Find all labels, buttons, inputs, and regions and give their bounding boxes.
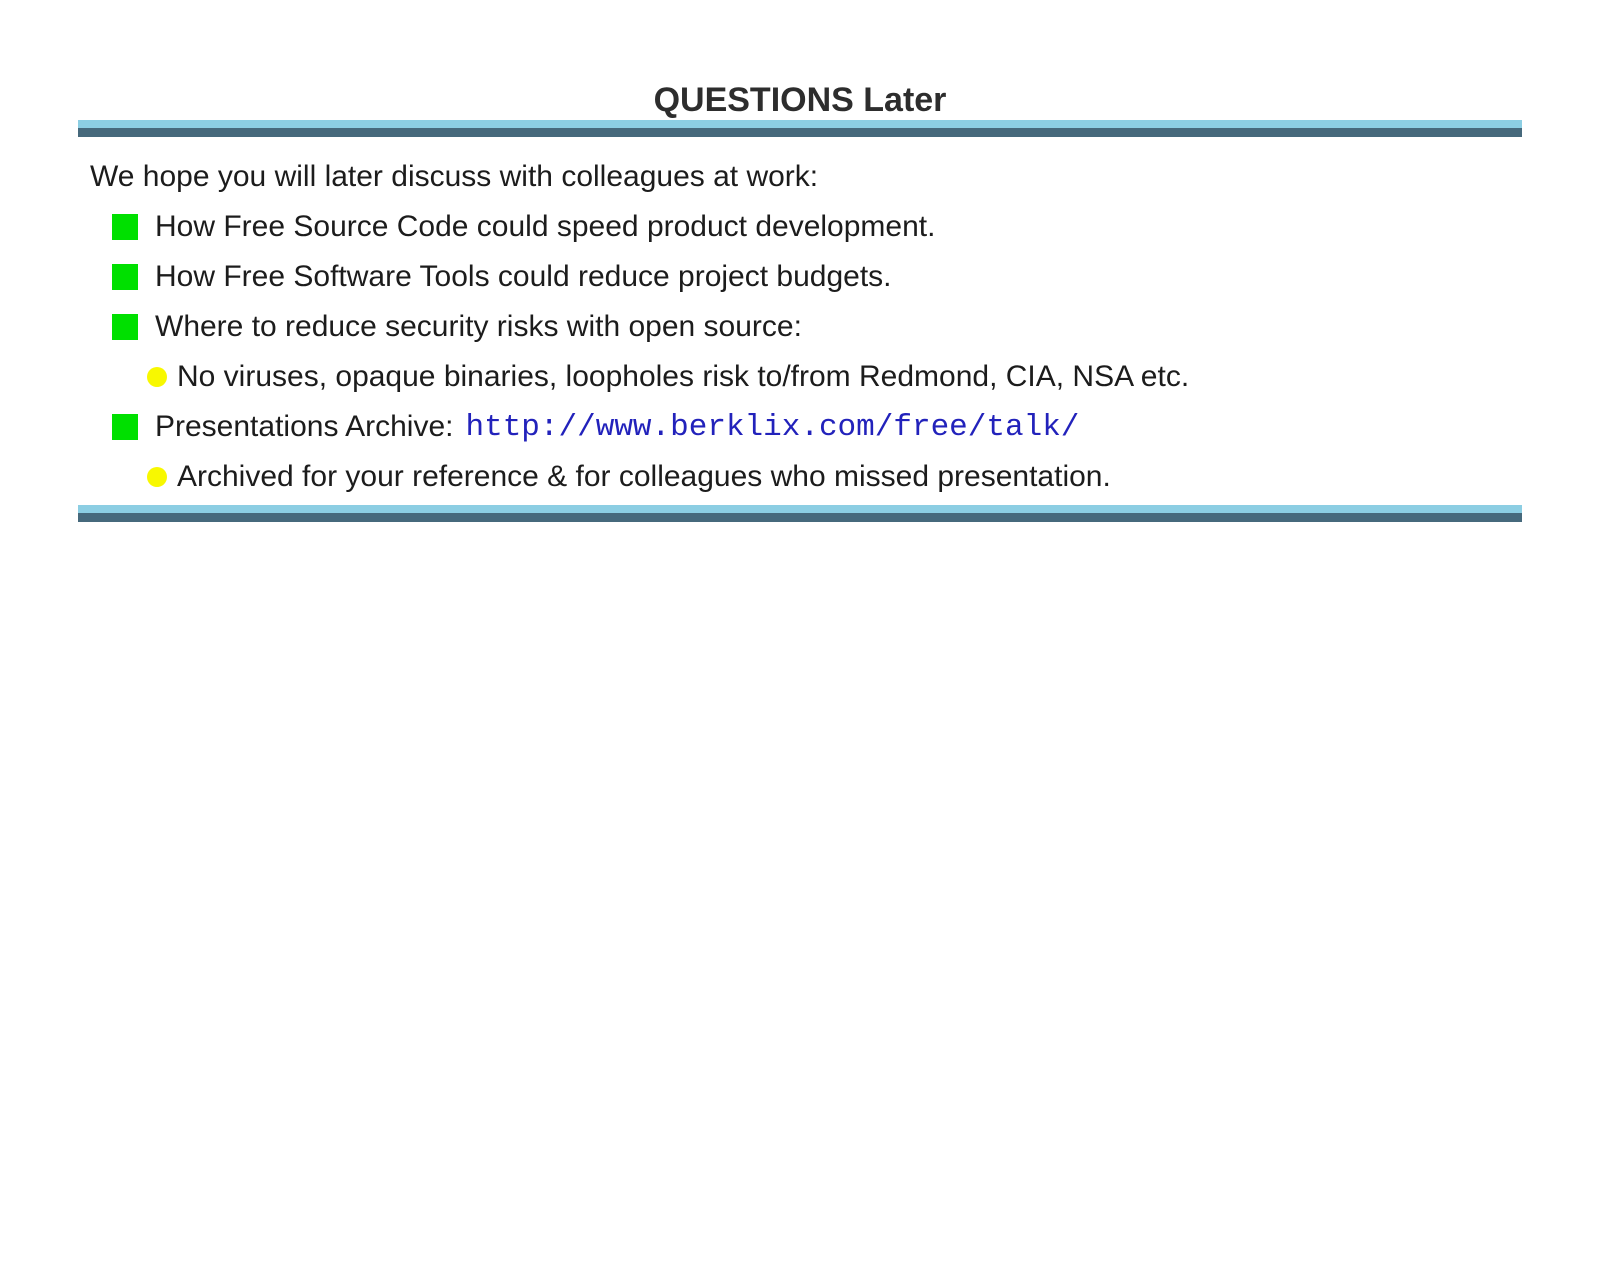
green-square-bullet-icon [112, 414, 138, 440]
yellow-circle-bullet-icon [147, 367, 167, 387]
bottom-rule-dark-band [78, 513, 1522, 522]
slide-body [0, 152, 1600, 502]
green-square-bullet-icon [112, 214, 138, 240]
bullet-item [0, 202, 1600, 252]
top-rule [78, 120, 1522, 137]
yellow-circle-bullet-icon [147, 467, 167, 487]
green-square-bullet-icon [112, 264, 138, 290]
intro-line [0, 152, 1600, 202]
bullet-text: How Free Software Tools could reduce project budgets. [155, 260, 892, 293]
slide-title: QUESTIONS Later [653, 81, 947, 119]
green-square-bullet-icon [112, 314, 138, 340]
bottom-rule-light-band [78, 505, 1522, 513]
bullet-item-archive [0, 402, 1600, 452]
bottom-rule [78, 505, 1522, 522]
top-rule-dark-band [78, 128, 1522, 137]
sub-bullet-text: Archived for your reference & for colleagues who missed presentation. [177, 460, 1111, 493]
presentation-slide [0, 80, 1600, 1280]
bullet-item [0, 252, 1600, 302]
archive-url-link[interactable]: http://www.berklix.com/free/talk/ [465, 409, 1080, 445]
intro-text: We hope you will later discuss with colleagues at work: [90, 160, 819, 193]
bullet-item [0, 302, 1600, 352]
sub-bullet-item [0, 452, 1600, 502]
archive-label: Presentations Archive: [155, 410, 454, 443]
bullet-text: Where to reduce security risks with open source: [155, 310, 802, 343]
sub-bullet-text: No viruses, opaque binaries, loopholes risk to/from Redmond, CIA, NSA etc. [177, 360, 1190, 393]
bullet-text: How Free Source Code could speed product development. [155, 210, 936, 243]
sub-bullet-item [0, 352, 1600, 402]
top-rule-light-band [78, 120, 1522, 128]
